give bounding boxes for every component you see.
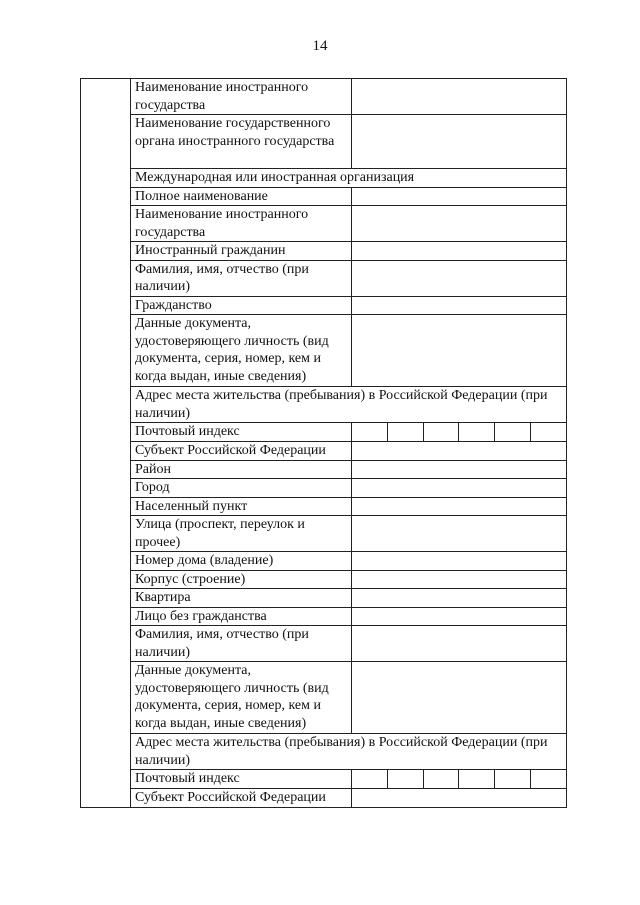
field-label: Гражданство [131, 296, 352, 315]
form-row [81, 115, 567, 169]
field-label: Наименование иностранного государства [131, 206, 352, 242]
field-label: Данные документа, удостоверяющего личность (вид документа, серия, номер, кем и когда выдан, иные сведения) [131, 662, 352, 734]
field-value[interactable] [352, 589, 567, 608]
postal-code-digit-cell[interactable] [352, 423, 387, 441]
form-row [81, 789, 567, 808]
form-row [81, 770, 567, 789]
field-value[interactable] [352, 442, 567, 461]
field-label: Квартира [131, 589, 352, 608]
field-label: Улица (проспект, переулок и прочее) [131, 516, 352, 552]
field-label: Почтовый индекс [131, 770, 352, 789]
form-row [81, 479, 567, 498]
field-label: Наименование государственного органа иностранного государства [131, 115, 352, 169]
form-row [81, 387, 567, 423]
field-value[interactable] [352, 315, 567, 387]
field-value[interactable] [352, 552, 567, 571]
form-row [81, 570, 567, 589]
field-label: Наименование иностранного государства [131, 79, 352, 115]
field-label: Город [131, 479, 352, 498]
postal-code-digit-cell[interactable] [423, 423, 459, 441]
postal-code-digit-row [352, 423, 566, 441]
field-value[interactable] [352, 115, 567, 169]
postal-code-input[interactable] [352, 423, 567, 442]
field-value[interactable] [352, 479, 567, 498]
form-row [81, 442, 567, 461]
postal-code-digit-cell[interactable] [530, 770, 566, 788]
field-label: Фамилия, имя, отчество (при наличии) [131, 260, 352, 296]
postal-code-digit-cell[interactable] [352, 770, 387, 788]
field-label: Населенный пункт [131, 497, 352, 516]
row-number-column [81, 79, 131, 808]
form-row [81, 460, 567, 479]
postal-code-digit-cell[interactable] [387, 770, 423, 788]
field-label: Полное наименование [131, 187, 352, 206]
field-value[interactable] [352, 79, 567, 115]
postal-code-input[interactable] [352, 770, 567, 789]
field-label: Субъект Российской Федерации [131, 789, 352, 808]
form-row [81, 497, 567, 516]
form-row [81, 79, 567, 115]
postal-code-digit-cell[interactable] [387, 423, 423, 441]
field-value[interactable] [352, 626, 567, 662]
form-row [81, 260, 567, 296]
field-value[interactable] [352, 607, 567, 626]
form-row [81, 423, 567, 442]
section-heading: Адрес места жительства (пребывания) в Российской Федерации (при наличии) [131, 734, 567, 770]
field-value[interactable] [352, 260, 567, 296]
form-row [81, 589, 567, 608]
page-number: 14 [312, 38, 328, 54]
postal-code-digit-cell[interactable] [530, 423, 566, 441]
field-label: Номер дома (владение) [131, 552, 352, 571]
postal-code-digit-cell[interactable] [458, 423, 494, 441]
field-label: Данные документа, удостоверяющего личность (вид документа, серия, номер, кем и когда выдан, иные сведения) [131, 315, 352, 387]
field-label: Район [131, 460, 352, 479]
field-label: Иностранный гражданин [131, 242, 352, 261]
postal-code-digit-cell[interactable] [494, 770, 530, 788]
form-row [81, 187, 567, 206]
form-table [80, 78, 567, 808]
section-heading: Адрес места жительства (пребывания) в Российской Федерации (при наличии) [131, 387, 567, 423]
postal-code-digit-cell[interactable] [458, 770, 494, 788]
section-heading: Международная или иностранная организация [131, 169, 567, 188]
field-value[interactable] [352, 789, 567, 808]
form-row [81, 662, 567, 734]
field-value[interactable] [352, 242, 567, 261]
field-value[interactable] [352, 570, 567, 589]
form-row [81, 296, 567, 315]
field-label: Почтовый индекс [131, 423, 352, 442]
postal-code-digit-cell[interactable] [423, 770, 459, 788]
field-label: Лицо без гражданства [131, 607, 352, 626]
form-row [81, 734, 567, 770]
field-value[interactable] [352, 187, 567, 206]
form-row [81, 516, 567, 552]
form-row [81, 607, 567, 626]
form-row [81, 169, 567, 188]
form-row [81, 206, 567, 242]
field-label: Субъект Российской Федерации [131, 442, 352, 461]
form-row [81, 315, 567, 387]
form-row [81, 626, 567, 662]
form-row [81, 242, 567, 261]
field-value[interactable] [352, 497, 567, 516]
form-row [81, 552, 567, 571]
postal-code-digit-row [352, 770, 566, 788]
field-value[interactable] [352, 516, 567, 552]
field-value[interactable] [352, 296, 567, 315]
field-label: Фамилия, имя, отчество (при наличии) [131, 626, 352, 662]
postal-code-digit-cell[interactable] [494, 423, 530, 441]
field-label: Корпус (строение) [131, 570, 352, 589]
field-value[interactable] [352, 460, 567, 479]
field-value[interactable] [352, 206, 567, 242]
field-value[interactable] [352, 662, 567, 734]
